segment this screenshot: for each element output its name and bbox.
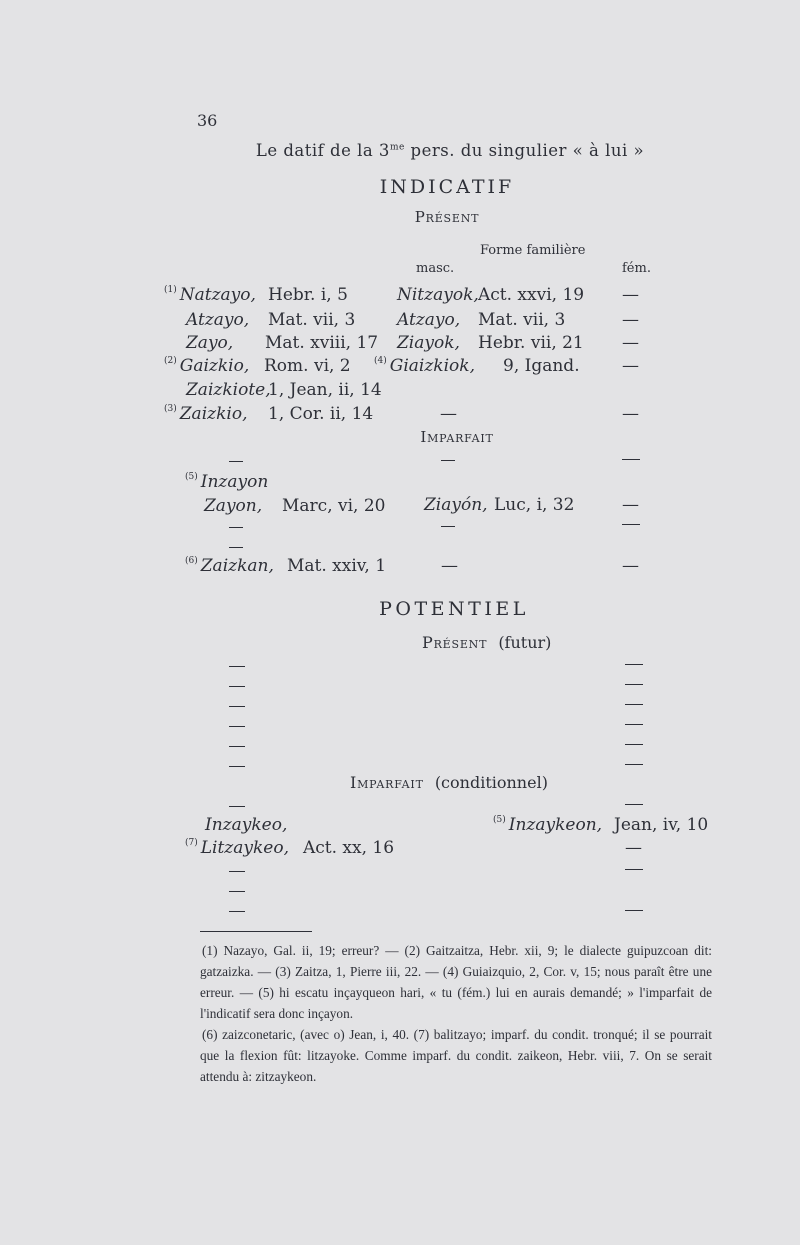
blank-dash (625, 764, 643, 765)
reference: Act. xx, 16 (303, 838, 395, 858)
title-sup: me (389, 142, 405, 153)
blank-dash (625, 804, 643, 805)
familiar-reference: Mat. vii, 3 (478, 310, 566, 330)
blank-dash (229, 766, 245, 767)
familiar-cell (374, 358, 475, 375)
familiar-form: Atzayo, (397, 310, 461, 330)
familiar-reference: Act. xxvi, 19 (478, 285, 585, 305)
blank-dash (622, 459, 640, 460)
blank-dash (441, 460, 455, 461)
verb-form: Gaizkio, (179, 356, 250, 376)
blank-dash (229, 871, 245, 872)
reference: Mat. vii, 3 (268, 310, 356, 330)
heading-potentiel: POTENTIEL (379, 598, 529, 620)
present-label: Présent (422, 633, 488, 652)
heading-present: Présent (414, 208, 480, 226)
present-row (164, 287, 256, 304)
fem-dash: — (622, 333, 639, 353)
familiar-dash: — (441, 556, 458, 576)
verb-form: Zayon, (204, 496, 263, 516)
heading-masc: masc. (416, 261, 455, 276)
title-prefix: Le datif de la 3 (255, 141, 390, 160)
footnote-mark: (4) (374, 356, 387, 366)
footnote-mark: (1) (164, 285, 177, 295)
heading-forme-familiere: Forme familière (480, 243, 586, 258)
blank-dash (229, 911, 245, 912)
fem-dash: — (622, 404, 639, 424)
page-number: 36 (197, 111, 218, 130)
verb-form: Inzaykeo, (205, 815, 288, 835)
verb-form: Inzayon (200, 472, 269, 492)
present-row (164, 406, 247, 423)
familiar-form: Inzaykeon, (508, 815, 603, 835)
blank-dash (229, 746, 245, 747)
blank-dash (625, 910, 643, 911)
footnote-mark: (5) (493, 815, 506, 825)
conditionnel-row (185, 840, 289, 857)
heading-fem: fém. (622, 261, 651, 276)
familiar-reference: Jean, iv, 10 (614, 815, 709, 835)
reference: 1, Cor. ii, 14 (268, 404, 374, 424)
familiar-dash: — (440, 404, 457, 424)
reference: 1, Jean, ii, 14 (268, 380, 382, 400)
fem-dash: — (622, 285, 639, 305)
footnote-mark: (7) (185, 838, 198, 848)
footnote-paragraph-2: (6) zaizconetaric, (avec o) Jean, i, 40. (7) balitzayo; imparf. du condit. tronqué; il se pourrait que la flexion fût: litzayoke. Comme imparf. du condit. zaikeon, Hebr. viii, 7. On se serait attendu à: zitzaykeon. (200, 1027, 712, 1084)
footnote-mark: (5) (185, 472, 198, 482)
title-suffix: pers. du singulier « à lui » (404, 141, 645, 160)
familiar-cell (493, 817, 602, 834)
fem-dash: — (622, 310, 639, 330)
blank-dash (622, 524, 640, 525)
imparfait-row (185, 474, 268, 491)
footnote-mark: (3) (164, 404, 177, 414)
verb-form: Natzayo, (179, 285, 256, 305)
heading-imparfait-conditionnel (350, 775, 548, 791)
heading-indicatif: INDICATIF (379, 176, 515, 198)
conditionnel-label: (conditionnel) (434, 773, 548, 792)
heading-imparfait: Imparfait (420, 428, 494, 446)
reference: Rom. vi, 2 (264, 356, 351, 376)
blank-dash (229, 686, 245, 687)
familiar-reference: Luc, i, 32 (494, 495, 575, 515)
blank-dash (229, 726, 245, 727)
verb-form: Litzaykeo, (200, 838, 290, 858)
imparfait-row (185, 558, 274, 575)
familiar-form: Ziayok, (397, 333, 460, 353)
familiar-reference: Hebr. vii, 21 (478, 333, 584, 353)
familiar-form: Ziayón, (424, 495, 488, 515)
blank-dash (625, 664, 643, 665)
blank-dash (229, 891, 245, 892)
blank-dash (229, 461, 243, 462)
present-row (164, 358, 249, 375)
fem-dash: — (622, 495, 639, 515)
blank-dash (625, 704, 643, 705)
fem-dash: — (622, 556, 639, 576)
familiar-reference: 9, Igand. (503, 356, 580, 376)
imparfait-label: Imparfait (350, 773, 424, 792)
verb-form: Atzayo, (186, 310, 250, 330)
fem-dash: — (625, 838, 642, 858)
reference: Mat. xxiv, 1 (287, 556, 387, 576)
blank-dash (625, 724, 643, 725)
verb-form: Zaizkiote, (186, 380, 271, 400)
blank-dash (229, 666, 245, 667)
blank-dash (229, 547, 243, 548)
blank-dash (625, 684, 643, 685)
blank-dash (625, 744, 643, 745)
footnote-rule (200, 931, 312, 932)
blank-dash (441, 526, 455, 527)
familiar-form: Nitzayok, (397, 285, 479, 305)
footnote-mark: (6) (185, 556, 198, 566)
familiar-form: Giaizkiok, (389, 356, 475, 376)
heading-present-futur (422, 635, 551, 651)
reference: Mat. xviii, 17 (265, 333, 379, 353)
reference: Marc, vi, 20 (282, 496, 386, 516)
footnotes (200, 940, 712, 1087)
blank-dash (229, 706, 245, 707)
blank-dash (229, 527, 243, 528)
page-title (256, 143, 644, 160)
footnote-mark: (2) (164, 356, 177, 366)
verb-form: Zaizkio, (179, 404, 248, 424)
verb-form: Zayo, (186, 333, 234, 353)
reference: Hebr. i, 5 (268, 285, 348, 305)
blank-dash (229, 806, 245, 807)
blank-dash (625, 869, 643, 870)
futur-label: (futur) (498, 633, 552, 652)
fem-dash: — (622, 356, 639, 376)
footnote-paragraph-1: (1) Nazayo, Gal. ii, 19; erreur? — (2) Gaitzaitza, Hebr. xii, 9; le dialecte guipuzcoan dit: gatzaizka. — (3) Zaitza, 1, Pierre iii, 22. — (4) Guiaizquio, 2, Cor. v, 15; nous paraît être une erreur. — (5) hi escatu inçayqueon hari, « tu (fém.) lui en aurais demandé; » l'imparfait de l'indicatif sera donc inçayon. (200, 943, 712, 1021)
verb-form: Zaizkan, (200, 556, 274, 576)
